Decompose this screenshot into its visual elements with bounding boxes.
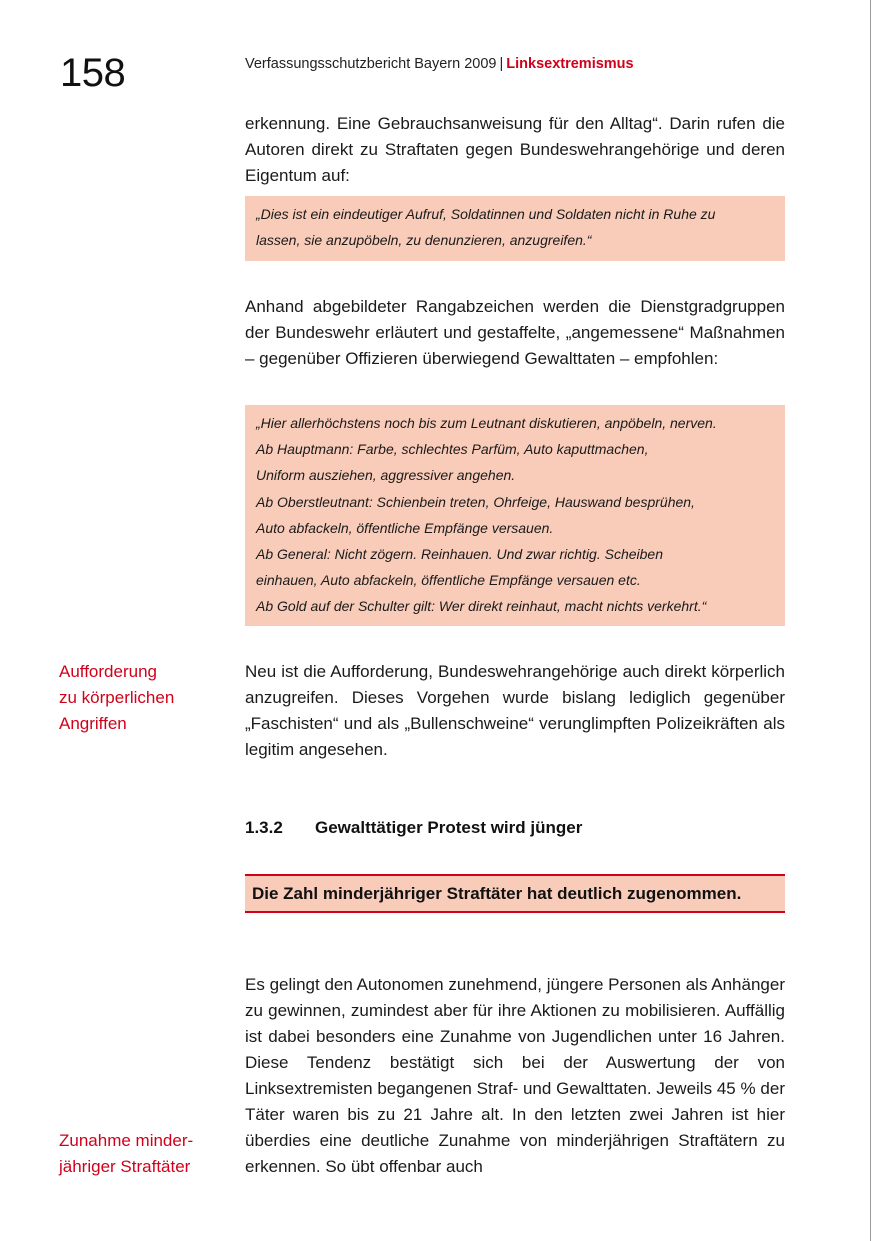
quote-line: Ab Gold auf der Schulter gilt: Wer direkt reinhaut, macht nichts verkehrt.“ bbox=[256, 598, 707, 615]
margin-note-line: jähriger Straftäter bbox=[59, 1157, 191, 1176]
quote-line: Ab Hauptmann: Farbe, schlechtes Parfüm, Auto kaputtmachen, bbox=[256, 441, 649, 458]
quote-box bbox=[245, 196, 785, 261]
publication-title: Verfassungsschutzbericht Bayern 2009 bbox=[245, 56, 497, 72]
header-separator: | bbox=[499, 56, 504, 72]
margin-note-line: Aufforderung bbox=[59, 662, 157, 681]
page-edge-line bbox=[870, 0, 871, 1241]
section-heading-title: Gewalttätiger Protest wird jünger bbox=[315, 818, 583, 837]
body-paragraph: Neu ist die Aufforderung, Bundeswehrangehörige auch direkt körperlich anzugreifen. Dieses Vorgehen wurde bislang lediglich gegenüber „Faschisten“ und als „Bullenschweine“ verunglimpften Polizeikräften als legitim angesehen. bbox=[245, 662, 785, 759]
page-number: 158 bbox=[60, 51, 126, 95]
margin-note-line: Zunahme minder- bbox=[59, 1131, 194, 1150]
body-paragraph: erkennung. Eine Gebrauchsanweisung für den Alltag“. Darin rufen die Autoren direkt zu Straftaten gegen Bundeswehrangehörige und deren Eigentum auf: bbox=[245, 114, 785, 185]
quote-line: Uniform ausziehen, aggressiver angehen. bbox=[256, 467, 516, 484]
section-title: Linksextremismus bbox=[506, 56, 634, 72]
margin-note-line: zu körperlichen bbox=[59, 688, 175, 707]
quote-line: Ab Oberstleutnant: Schienbein treten, Ohrfeige, Hauswand besprühen, bbox=[256, 493, 695, 510]
running-header bbox=[245, 55, 634, 73]
quote-line: lassen, sie anzupöbeln, zu denunzieren, anzugreifen.“ bbox=[256, 232, 592, 249]
body-paragraph: Anhand abgebildeter Rangabzeichen werden die Dienstgradgruppen der Bundeswehr erläutert und gestaffelte, „angemessene“ Maßnahmen – gegenüber Offizieren überwiegend Gewalttaten – empfohlen: bbox=[245, 297, 785, 368]
quote-line: Auto abfackeln, öffentliche Empfänge versauen. bbox=[256, 519, 554, 536]
quote-line: einhauen, Auto abfackeln, öffentliche Empfänge versauen etc. bbox=[256, 572, 641, 589]
quote-box bbox=[245, 405, 785, 626]
quote-line: Ab General: Nicht zögern. Reinhauen. Und zwar richtig. Scheiben bbox=[256, 546, 663, 563]
section-heading-number: 1.3.2 bbox=[245, 818, 283, 837]
quote-line: „Hier allerhöchstens noch bis zum Leutnant diskutieren, anpöbeln, nerven. bbox=[256, 415, 717, 431]
margin-note bbox=[59, 1128, 229, 1180]
quote-line: „Dies ist ein eindeutiger Aufruf, Soldatinnen und Soldaten nicht in Ruhe zu bbox=[256, 206, 716, 222]
margin-note bbox=[59, 659, 229, 737]
body-paragraph: Es gelingt den Autonomen zunehmend, jüngere Personen als Anhänger zu gewinnen, zumindest aber für ihre Aktionen zu mobilisieren. Auffällig ist dabei besonders eine Zunahme von Jugendlichen unter 16 Jahren. Diese Tendenz bestätigt sich bei der Auswertung der von Linksextremisten begangenen Straf- und Gewalttaten. Jeweils 45 % der Täter waren bis zu 21 Jahre alt. In den letzten zwei Jahren ist hier überdies eine deutliche Zunahme von minderjährigen Straftätern zu erkennen. So übt offenbar auch bbox=[245, 975, 785, 1176]
margin-note-line: Angriffen bbox=[59, 714, 127, 733]
callout-box: Die Zahl minderjähriger Straftäter hat deutlich zugenommen. bbox=[245, 874, 785, 913]
section-heading bbox=[245, 815, 582, 841]
